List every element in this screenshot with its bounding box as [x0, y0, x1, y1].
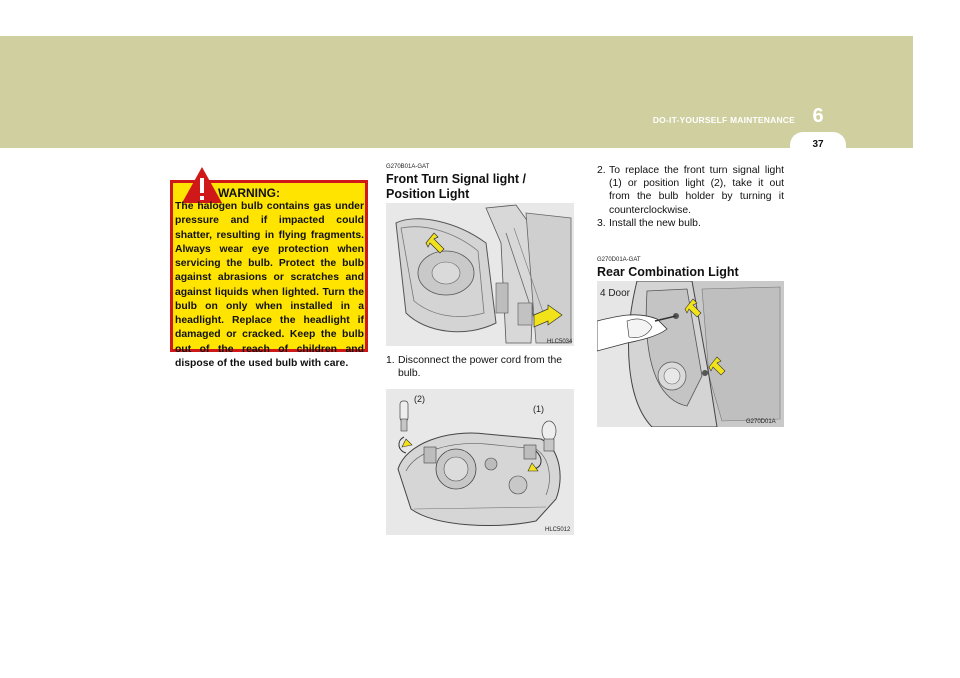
- step-list-left: [386, 354, 576, 380]
- step-2-text: To replace the front turn signal light (1) or position light (2), take it out from the bulb holder by turning it counterclockwise.: [609, 165, 784, 216]
- page-number: 37: [812, 139, 824, 150]
- section-number: 6: [812, 105, 824, 127]
- step-3-number: 3.: [597, 217, 606, 229]
- figure-label-4-door: 4 Door: [600, 288, 631, 299]
- step-2-number: 2.: [597, 165, 606, 176]
- rear-light-illustration: [597, 281, 784, 427]
- callout-turn-signal: (1): [533, 404, 544, 414]
- step-1-number: 1.: [386, 355, 395, 366]
- header-band: [0, 36, 913, 148]
- figure-caption-hlc5034: HLC5034: [547, 339, 573, 345]
- section-title: DO-IT-YOURSELF MAINTENANCE: [652, 115, 795, 125]
- warning-text: The halogen bulb contains gas under pressure and if impacted could shatter, resulting in flying fragments. Always wear eye protection when servicing the bulb. Protect the bulb against abrasions or scratches and against liquids when lighted. Turn the bulb on only when installed in a headlight. Replace the headlight if damaged or cracked. Keep the bulb out of the reach of children and dispose of the used bulb with care.: [175, 201, 364, 369]
- headlight-bay-illustration: [386, 203, 574, 346]
- front-turn-heading-line1: Front Turn Signal light /: [386, 172, 527, 186]
- step-3-text: Install the new bulb.: [609, 217, 701, 229]
- section-code-rear: G270D01A-GAT: [597, 257, 641, 263]
- headlight-assembly-illustration: [386, 389, 574, 535]
- rear-heading: Rear Combination Light: [597, 265, 739, 279]
- figure-caption-hlc5012: HLC5012: [545, 527, 571, 533]
- step-3: [597, 217, 784, 230]
- figure-rear-light: [597, 281, 784, 427]
- warning-title: WARNING:: [218, 186, 280, 200]
- figure-caption-g270d01a: G270D01A: [746, 419, 776, 425]
- step-list-right: [597, 164, 784, 230]
- figure-headlight-engine-bay: [386, 203, 574, 346]
- figure-headlight-assembly: [386, 389, 574, 535]
- step-2: [597, 164, 784, 217]
- step-1-text: Disconnect the power cord from the bulb.: [398, 355, 563, 380]
- step-1: [386, 354, 576, 380]
- section-code-front-turn: G270B01A-GAT: [386, 164, 430, 170]
- front-turn-heading-line2: Position Light: [386, 187, 470, 201]
- callout-position-light: (2): [414, 394, 425, 404]
